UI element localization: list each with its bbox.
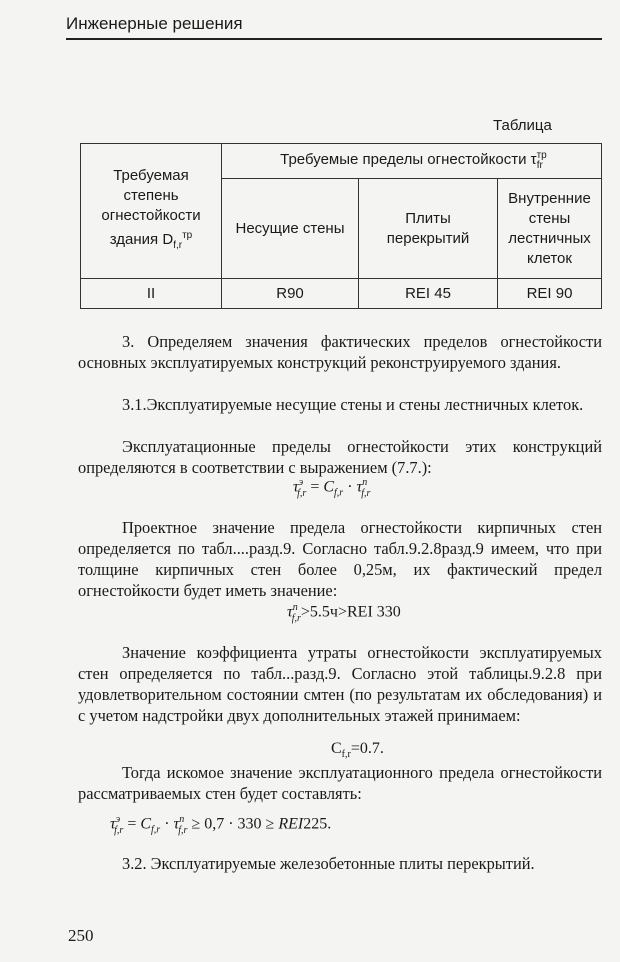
formula-tau: τ: [110, 815, 116, 833]
formula-sup: n: [179, 814, 185, 825]
row-header-sup: тр: [182, 230, 193, 241]
formula-sub: f,r: [114, 824, 124, 836]
page-number: 250: [68, 926, 94, 945]
formula-3: [331, 740, 384, 760]
formula-sup: n: [362, 477, 368, 488]
table-row: [81, 279, 602, 309]
formula-sub: f,r: [341, 749, 351, 761]
paragraph-3: Эксплуатационные пределы огнестойкости этих конструкций определяются в соответствии с выражением (7.7.):: [78, 437, 602, 477]
formula-tau: τ: [287, 603, 293, 621]
group-header-cell: [222, 144, 602, 179]
table-caption: Таблица: [493, 117, 552, 134]
row-header-text: Требуемая степень огнестойкости здания D: [101, 167, 201, 248]
paragraph-5: Значение коэффициента утраты огнестойкости эксплуатируемых стен определяется по табл...разд.9. Согласно этой таблицы.9.2.8 при удовлетворительном состоянии смтен (по результатам их обследования) и с учетом надстройки двух дополнительных этажей принимаем:: [78, 643, 602, 725]
table-cell: REI 45: [359, 279, 498, 309]
formula-sup: э: [115, 814, 121, 825]
formula-rest: =0.7.: [350, 740, 384, 757]
formula-rest: >5.5ч>REI 330: [300, 603, 401, 621]
formula-1: [293, 477, 370, 499]
formula-sub: f,r: [291, 612, 301, 624]
table-cell: II: [81, 279, 222, 309]
header-rule: [66, 38, 602, 40]
formula-sup: n: [292, 602, 298, 613]
row-header-cell: [81, 144, 222, 279]
group-header-text: Требуемые пределы огнестойкости τ: [280, 151, 537, 168]
formula-sub: f,r: [297, 487, 307, 499]
formula-tau: τ: [356, 478, 363, 496]
formula-c: C: [323, 478, 335, 496]
paragraph-7: 3.2. Эксплуатируемые железобетонные плиты перекрытий.: [122, 854, 535, 873]
column-header: Внутренние стены лестничных клеток: [498, 179, 602, 279]
formula-c: C: [331, 740, 342, 757]
formula-sub: f,r: [178, 824, 188, 836]
group-header-sub: fr: [536, 160, 543, 171]
table-cell: R90: [222, 279, 359, 309]
paragraph-6: Тогда искомое значение эксплуатационного предела огнестойкости рассматриваемых стен будет составлять:: [78, 763, 602, 803]
formula-sub: f,r: [151, 824, 161, 836]
formula-eq: =: [123, 815, 141, 833]
paragraph-2: 3.1.Эксплуатируемые несущие стены и стены лестничных клеток.: [122, 395, 584, 414]
column-header: Несущие стены: [222, 179, 359, 279]
formula-4: [110, 814, 331, 836]
formula-sub: f,r: [361, 487, 371, 499]
paragraph-4: Проектное значение предела огнестойкости кирпичных стен определяется по табл....разд.9. Согласно табл.9.2.8разд.9 имеем, что при толщине кирпичных стен более 0,25м, их фактический предел огнестойкости будет иметь значение:: [78, 518, 602, 600]
formula-ge: ≥ 0,7 · 330 ≥: [187, 815, 279, 833]
formula-dot: ·: [160, 815, 174, 833]
group-header-sup: тр: [536, 150, 547, 161]
formula-sub: f,r: [334, 487, 344, 499]
formula-2: [287, 602, 401, 624]
formula-tau: τ: [293, 478, 299, 496]
table-cell: REI 90: [498, 279, 602, 309]
formula-eq: =: [306, 478, 324, 496]
row-header-sub: f,r: [173, 240, 183, 251]
formula-rei: REI: [278, 815, 304, 833]
fire-resistance-table: [80, 143, 602, 309]
formula-dot: ·: [343, 478, 357, 496]
paragraph-1: 3. Определяем значения фактических пределов огнестойкости основных эксплуатируемых конструкций реконструируемого здания.: [78, 332, 602, 372]
running-header: Инженерные решения: [66, 14, 243, 33]
column-header: Плиты перекрытий: [359, 179, 498, 279]
formula-c: C: [140, 815, 152, 833]
formula-rei-value: 225.: [303, 815, 332, 833]
formula-tau: τ: [173, 815, 180, 833]
formula-sup: э: [298, 477, 304, 488]
